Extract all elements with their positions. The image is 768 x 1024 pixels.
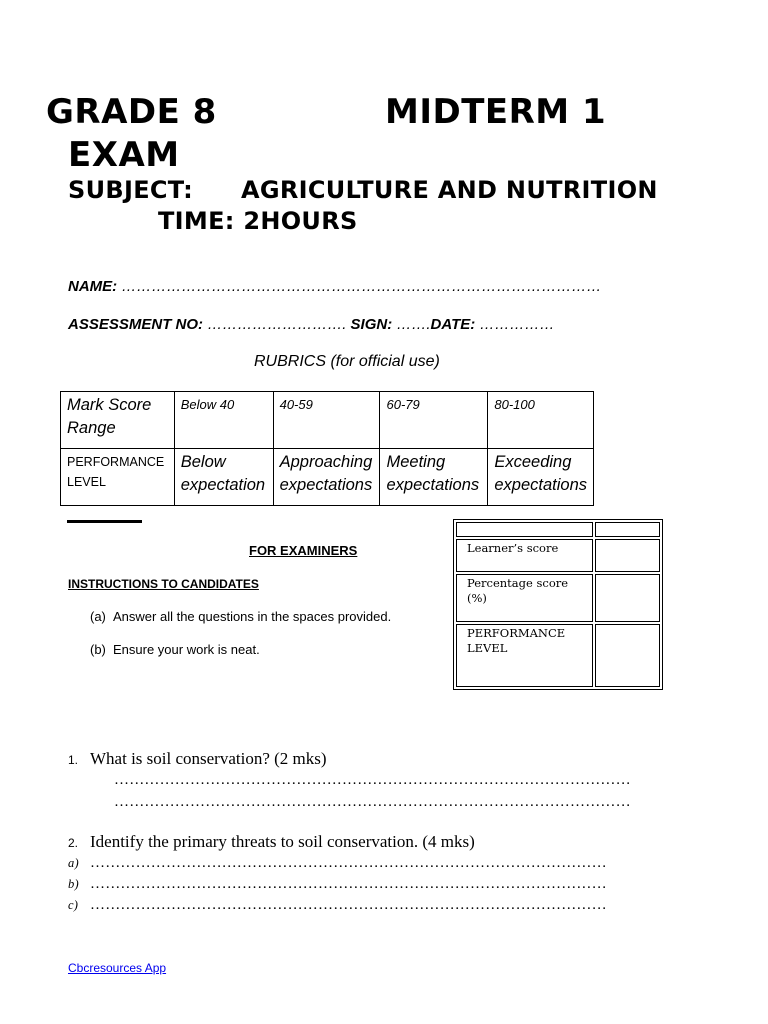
percentage-score-label: Percentage score (%) (456, 574, 593, 622)
level-approaching: Approaching expectations (279, 453, 373, 494)
instruction-item (90, 642, 260, 657)
score-range-60-79: 60-79 (386, 397, 420, 412)
date-label: DATE: (430, 316, 476, 333)
learners-score-box[interactable] (595, 539, 660, 572)
rubric-header-cell (61, 449, 175, 506)
score-range-80-100: 80-100 (494, 397, 535, 412)
score-range-40-59: 40-59 (279, 397, 313, 412)
answer-subpart (68, 897, 607, 914)
rubric-cell (380, 449, 488, 506)
rubric-row-score (61, 392, 594, 449)
answer-line[interactable]: ………………………………………………………………………………………… (90, 897, 607, 913)
rubric-cell (488, 449, 594, 506)
rubric-cell (488, 392, 594, 449)
examiner-row (456, 574, 660, 622)
question-1 (68, 749, 327, 769)
instruction-item (90, 609, 391, 624)
rubric-cell (273, 449, 380, 506)
examiner-score-table (453, 519, 663, 690)
divider-bar (67, 520, 142, 523)
assessment-field (68, 316, 554, 333)
answer-line[interactable]: ………………………………………………………………………………………… (90, 855, 607, 871)
instruction-text: Ensure your work is neat. (113, 642, 260, 657)
name-blank[interactable]: …………………………………………………………………………………… (121, 278, 602, 295)
question-number: 2. (68, 836, 79, 850)
rubrics-caption: RUBRICS (for official use) (254, 353, 440, 370)
subject-label: SUBJECT: (68, 176, 194, 204)
name-field (68, 278, 601, 295)
rubric-row-performance (61, 449, 594, 506)
percentage-score-box[interactable] (595, 574, 660, 622)
performance-level-cell-label: PERFORMANCE LEVEL (456, 624, 593, 687)
level-meeting: Meeting expectations (386, 453, 480, 494)
sign-label: SIGN: (350, 316, 393, 333)
answer-line[interactable]: ………………………………………………………………………………………… (90, 876, 607, 892)
answer-subpart (68, 855, 607, 872)
question-2 (68, 832, 475, 852)
assessment-blank[interactable]: ………………………. (207, 316, 347, 333)
subpart-label: b) (68, 877, 79, 891)
answer-line[interactable]: ………………………………………………………………………………………… (114, 794, 631, 810)
instruction-label: (b) (90, 642, 106, 657)
assessment-label: ASSESSMENT NO: (68, 316, 204, 333)
subpart-label: c) (68, 898, 79, 912)
name-label: NAME: (68, 278, 118, 295)
answer-subpart (68, 876, 607, 893)
learners-score-label: Learner’s score (456, 539, 593, 572)
rubric-cell (174, 392, 273, 449)
level-exceeding: Exceeding expectations (494, 453, 588, 494)
exam-word: EXAM (68, 135, 180, 175)
mark-score-range-label: Mark Score Range (67, 396, 152, 437)
subject-value: AGRICULTURE AND NUTRITION (241, 176, 658, 204)
examiner-row (456, 624, 660, 687)
examiner-cell (595, 522, 660, 537)
performance-level-box[interactable] (595, 624, 660, 687)
examiner-row (456, 539, 660, 572)
cbcresources-link[interactable]: Cbcresources App (68, 961, 167, 975)
instruction-label: (a) (90, 609, 106, 624)
date-blank[interactable]: …………… (479, 316, 555, 333)
rubrics-table (60, 391, 594, 506)
exam-title: MIDTERM 1 (385, 92, 607, 132)
subpart-label: a) (68, 856, 79, 870)
for-examiners-heading: FOR EXAMINERS (249, 543, 358, 558)
rubric-header-cell (61, 392, 175, 449)
score-range-below-40: Below 40 (180, 397, 235, 412)
level-below-expectation: Below expectation (180, 453, 266, 494)
instruction-text: Answer all the questions in the spaces provided. (113, 609, 392, 624)
sign-blank[interactable]: ……. (396, 316, 431, 333)
rubric-cell (273, 392, 380, 449)
rubric-cell (174, 449, 273, 506)
grade-heading: GRADE 8 (46, 92, 217, 132)
performance-level-label: PERFORMANCE LEVEL (67, 455, 165, 489)
examiner-header-row (456, 522, 660, 537)
question-text: Identify the primary threats to soil conservation. (4 mks) (90, 832, 475, 851)
examiner-cell (456, 522, 593, 537)
time-allowed: TIME: 2HOURS (158, 207, 358, 235)
instructions-heading: INSTRUCTIONS TO CANDIDATES (68, 577, 259, 591)
question-text: What is soil conservation? (2 mks) (90, 749, 327, 768)
answer-line[interactable]: ………………………………………………………………………………………… (114, 772, 631, 788)
question-number: 1. (68, 753, 79, 767)
rubric-cell (380, 392, 488, 449)
